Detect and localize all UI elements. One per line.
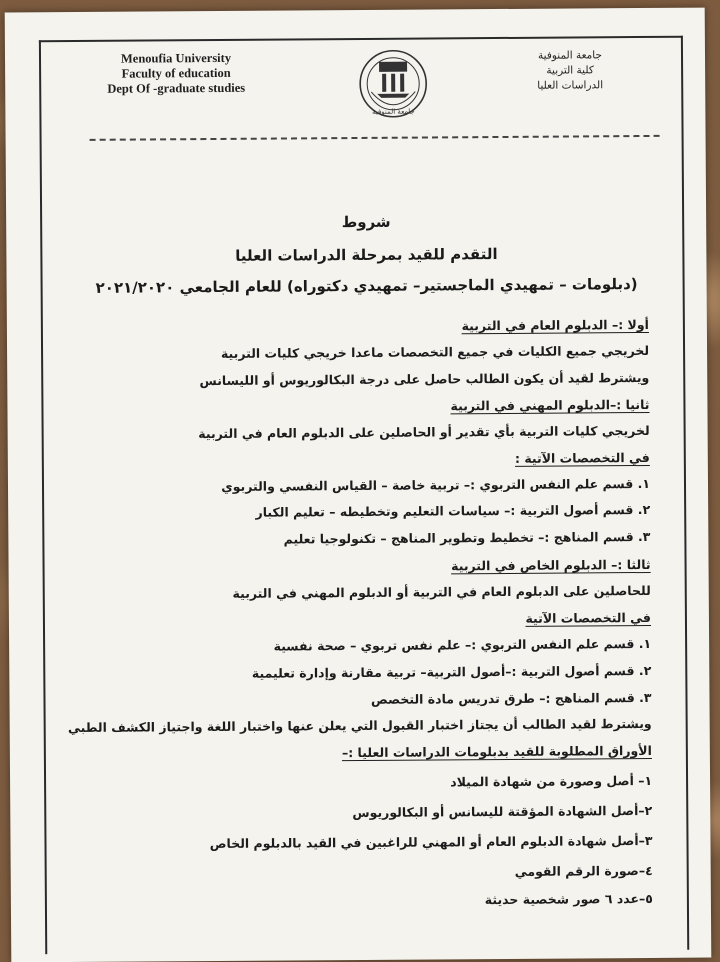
list-item: ١. قسم علم النفس التربوي :– علم نفس تربوي – صحة نفسية	[273, 635, 652, 654]
doc-subtitle: التقدم للقيد بمرحلة الدراسات العليا	[235, 245, 498, 265]
body-line: لخريجي جميع الكليات في جميع التخصصات ماعدا خريجي كليات التربية	[220, 342, 650, 361]
arabic-header	[495, 48, 645, 94]
body-line: لخريجي كليات التربية بأي تقدير أو الحاصلين على الدبلوم العام في التربية	[198, 422, 650, 442]
header-ar-line: كلية التربية	[546, 64, 594, 77]
list-item: ١. قسم علم النفس التربوي :– تربية خاصة – القياس النفسي والتربوي	[221, 475, 651, 494]
list-item: ٢. قسم أصول التربية :– سياسات التعليم وتخطيطه – تعليم الكبار	[255, 501, 651, 520]
body-line: للحاصلين على الدبلوم العام في التربية أو الدبلوم المهني في التربية	[232, 582, 651, 601]
list-item: ٣–أصل شهادة الدبلوم العام أو المهني للراغبين في القيد بالدبلوم الخاص	[209, 832, 653, 852]
list-item: ٤–صورة الرقم القومي	[514, 862, 653, 879]
english-header	[81, 51, 271, 97]
section-heading: الأوراق المطلوبة للقيد بدبلومات الدراسات العليا :–	[341, 742, 652, 761]
header-en-line: Faculty of education	[121, 65, 231, 81]
doc-title: شروط	[341, 212, 391, 232]
list-item: ٣. قسم المناهج :– تخطيط وتطوير المناهج – تكنولوجيا تعليم	[283, 528, 651, 547]
header-ar-line: جامعة المنوفية	[537, 49, 603, 62]
list-item: ٣. قسم المناهج :– طرق تدريس مادة التخصص	[370, 689, 652, 707]
list-item: ٢. قسم أصول التربية :–أصول التربية– تربية مقارنة وإدارة تعليمية	[251, 662, 652, 681]
section-heading: ثالثا :– الدبلوم الخاص في التربية	[451, 556, 651, 574]
subheading: في التخصصات الآتية :	[514, 449, 650, 466]
seal-text: جامعة المنوفية	[372, 107, 415, 116]
list-item: ٢–أصل الشهادة المؤقتة لليسانس أو البكالوريوس	[352, 802, 653, 821]
subheading: في التخصصات الآتية	[525, 609, 651, 626]
section-heading: ثانيا :–الدبلوم المهني في التربية	[450, 396, 650, 414]
section-heading: أولا :– الدبلوم العام في التربية	[461, 316, 649, 334]
document-page	[5, 8, 712, 962]
body-line: ويشترط لقيد الطالب أن يجتاز اختبار القبول التي يعلن عنها واختبار اللغة واجتياز الكشف الطبي	[67, 715, 652, 736]
header-ar-line: الدراسات العليا	[537, 79, 604, 92]
header-en-line: Menoufia University	[120, 50, 232, 66]
doc-programs-year: (دبلومات – تمهيدي الماجستير– تمهيدي دكتوراه) للعام الجامعي ٢٠٢١/٢٠٢٠	[95, 275, 638, 297]
list-item: ١– أصل وصورة من شهادة الميلاد	[450, 772, 653, 790]
header-en-line: Dept Of -graduate studies	[107, 80, 246, 96]
body-line: ويشترط لقيد أن يكون الطالب حاصل على درجة البكالوريوس أو الليسانس	[199, 369, 650, 389]
list-item: ٥–عدد ٦ صور شخصية حديثة	[484, 890, 653, 908]
